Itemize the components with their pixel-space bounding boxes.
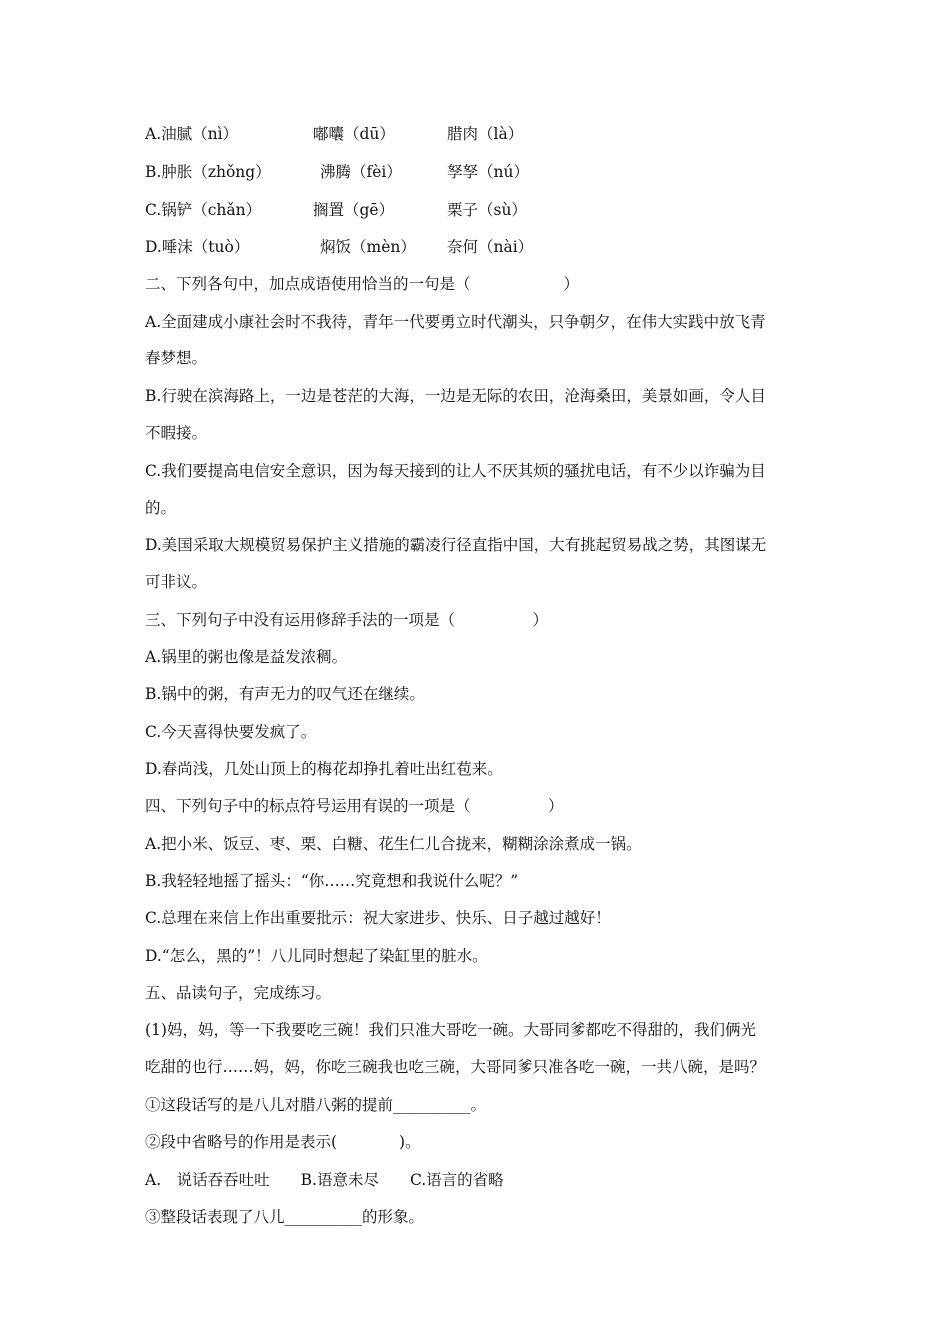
q2-title: 二、下列各句中，加点成语使用恰当的一句是（ ） — [145, 275, 580, 293]
q3-line: A.锅里的粥也像是益发浓稠。 — [145, 648, 348, 666]
q3-line: D.春尚浅，几处山顶上的梅花却挣扎着吐出红苞来。 — [145, 760, 503, 778]
q5-title: 五、品读句子，完成练习。 — [145, 984, 332, 1002]
option-row — [145, 200, 527, 220]
option-col-1: C.锅铲（chǎn） — [145, 201, 262, 219]
option-col-1: A.油腻（nì） — [145, 125, 239, 143]
q3-line: C.今天喜得快要发疯了。 — [145, 723, 317, 741]
q5-line: ②段中省略号的作用是表示( )。 — [145, 1133, 421, 1151]
option-col-3: 孥孥（nú） — [447, 163, 529, 181]
option-col-1: D.唾沫（tuò） — [145, 238, 250, 256]
option-row — [145, 162, 529, 182]
q2-line: 春梦想。 — [145, 349, 208, 367]
q4-line: C.总理在来信上作出重要批示：祝大家进步、快乐、日子越过越好！ — [145, 909, 611, 927]
q3-title: 三、下列句子中没有运用修辞手法的一项是（ ） — [145, 611, 549, 629]
q5-line: 吃甜的也行……妈，妈，你吃三碗我也吃三碗，大哥同爹只准各吃一碗，一共八碗，是吗？ — [145, 1058, 766, 1076]
q4-line: B.我轻轻地摇了摇头：“你……究竟想和我说什么呢？” — [145, 872, 519, 890]
option-col-2: 焖饭（mèn） — [320, 238, 416, 256]
q3-line: B.锅中的粥，有声无力的叹气还在继续。 — [145, 685, 425, 703]
q2-line: D.美国采取大规模贸易保护主义措施的霸凌行径直指中国，大有挑起贸易战之势，其图谋无 — [145, 536, 767, 554]
q4-line: A.把小米、饭豆、枣、栗、白糖、花生仁儿合拢来，糊糊涂涂煮成一锅。 — [145, 835, 642, 853]
option-col-3: 腊肉（là） — [447, 125, 524, 143]
q2-line: A.全面建成小康社会时不我待，青年一代要勇立时代潮头，只争朝夕，在伟大实践中放飞青 — [145, 313, 766, 331]
option-row — [145, 237, 534, 257]
option-col-2: 沸腾（fèi） — [320, 163, 402, 181]
q5-line: (1)妈，妈，等一下我要吃三碗！我们只准大哥吃一碗。大哥同爹都吃不得甜的，我们俩光 — [145, 1021, 756, 1039]
q2-line: 不暇接。 — [145, 424, 208, 442]
q2-line: C.我们要提高电信安全意识，因为每天接到的让人不厌其烦的骚扰电话，有不少以诈骗为目 — [145, 462, 766, 480]
q2-line: 可非议。 — [145, 573, 208, 591]
q2-line: 的。 — [145, 499, 177, 517]
q4-line: D.“怎么，黑的”！八儿同时想起了染缸里的脏水。 — [145, 947, 488, 965]
option-col-3: 栗子（sù） — [447, 201, 527, 219]
option-row — [145, 124, 524, 144]
option-col-2: 嘟囔（dū） — [313, 125, 395, 143]
option-col-3: 奈何（nài） — [447, 238, 534, 256]
q2-line: B.行驶在滨海路上，一边是苍茫的大海，一边是无际的农田，沧海桑田，美景如画，令人目 — [145, 387, 766, 405]
q5-line: ③整段话表现了八儿__________的形象。 — [145, 1208, 425, 1226]
q4-title: 四、下列句子中的标点符号运用有误的一项是（ ） — [145, 797, 564, 815]
q5-line: A. 说话吞吞吐吐 B.语意未尽 C.语言的省略 — [145, 1171, 504, 1189]
q5-line: ①这段话写的是八儿对腊八粥的提前__________。 — [145, 1096, 487, 1114]
option-col-1: B.肿胀（zhǒng） — [145, 163, 271, 181]
option-col-2: 搁置（gē） — [313, 201, 395, 219]
